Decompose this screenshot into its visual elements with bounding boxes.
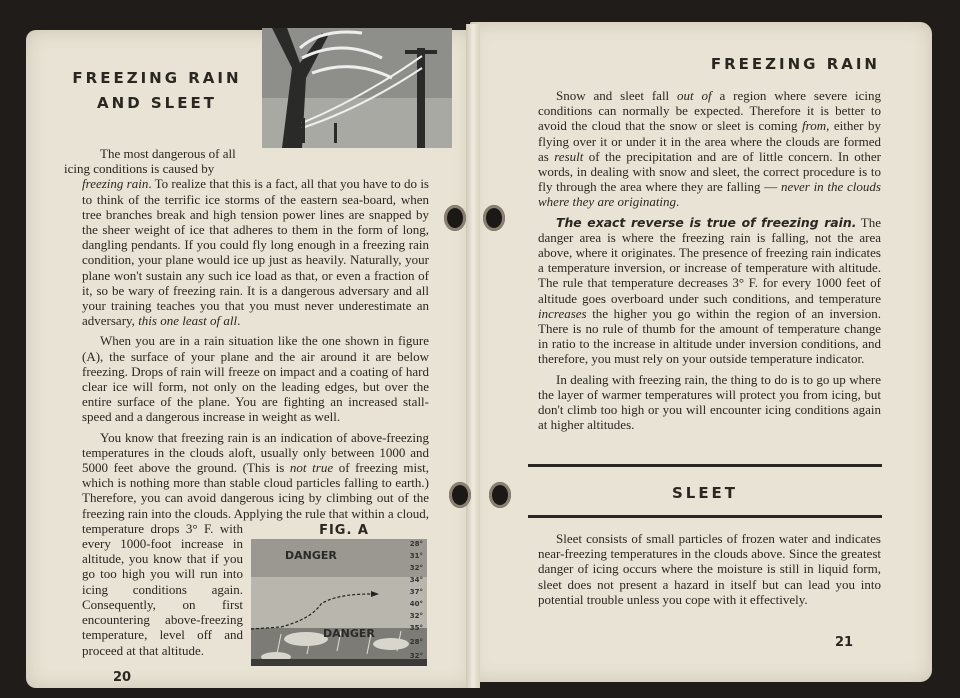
danger-label-top: DANGER [285,548,337,562]
r-p1-em1: out of [677,88,712,103]
temp-tick: 32° [409,651,423,660]
figure-a-block [251,522,429,666]
binder-hole [449,482,471,508]
r-p1-b: a region where severe icing conditions can normally be expected. Therefore it is better to avoid the cloud that the snow or sleet is coming [538,88,881,134]
flight-path [251,539,427,666]
section-rule-bottom [528,515,882,518]
r-p2-em: increases [538,305,587,321]
r-p2-a: The danger area is where the freezing rain is falling, not the area above, where it originates. The presence of freezing rain indicates a temperature inversion, or increase of temperature with altitude. The rule that temperature decreases 3° F. for every 1000 feet of altitude goes overboard under such conditions, and temperature [538,214,881,306]
r-p1-em2: from [802,118,827,134]
temp-tick: 40° [409,599,423,608]
page-number-left: 20 [113,669,132,685]
right-page-body [538,88,881,437]
r-p1-em3: result [554,148,584,164]
p1-em: freezing rain [82,176,149,192]
binder-hole [483,205,505,231]
title-line-1: FREEZING RAIN [72,69,242,87]
ice-storm-illustration [262,28,452,148]
p1-lead-1: The most dangerous of all [100,146,236,161]
left-page-body [64,146,429,685]
temp-tick: 34° [409,575,423,584]
p1-text: . To realize that this is a fact, all that you have to do is to think of the terrific ice storms of the eastern sea-board, when tree branches break and high tension power lines are snapped by the sheer weight of ice that adheres to them in the form of long, dangling pendants. If you could fly long enough in a freezing rain condition, your plane would ice up just as heavily. Naturally, your plane won't sustain any such ice load as that, or even a fraction of it, so be wary of freezing rain. It is a dangerous adversary and all your training teaches you that you must never underestimate an adversary, [82,176,429,329]
binder-hole [444,205,466,231]
temp-tick: 32° [409,563,423,572]
temp-tick: 28° [409,539,423,548]
running-header: FREEZING RAIN [710,55,880,73]
temp-tick: 35° [409,623,423,632]
section-title-sleet: SLEET [671,484,739,502]
temp-tick: 32° [409,611,423,620]
r-p2-lead: The exact reverse is true of freezing rain. [556,214,857,230]
r-p2-b: the higher you go within the region of an inversion. There is no rule of thumb for the amount of temperature change in ratio to the increase in altitude under inversion conditions, and therefore, you must rely on your outside temperature indicator. [538,305,881,367]
r-paragraph-4: Sleet consists of small particles of frozen water and indicates near-freezing temperatures in the clouds above. Since the greatest danger of icing occurs where the moisture is still in liquid form, sleet does not present a hazard in itself but can lead you into potential trouble unless you cope with it effectively. [538,531,881,607]
r-p1-c: , either by flying over it or under it in the area where the clouds are formed as [538,118,881,164]
danger-label-bottom: DANGER [323,626,375,640]
r-p1-d: of the precipitation and are of little concern. In other words, in dealing with snow and sleet, the correct procedure is to fly through the area where they are falling — [538,148,881,195]
figure-a-caption: FIG. A [319,522,369,538]
title-line-2: AND SLEET [97,94,217,112]
p1-end: . [237,313,241,329]
book-gutter [466,24,480,688]
section-rule-top [528,464,882,467]
p1-em2: this one least of all [138,313,238,329]
r-paragraph-3: In dealing with freezing rain, the thing to do is to go up where the layer of warmer temperatures will protect you from icing, but don't climb too high or you will encounter icing conditions again at higher altitudes. [538,371,881,433]
figure-a [251,539,427,666]
temp-tick: 31° [409,551,423,560]
temp-tick: 28° [409,637,423,646]
r-p1-e: . [676,194,680,210]
p3-text-b: of freezing mist, which is nothing more than stable cloud particles falling to earth.) Therefore, you can avoid dangerous icing by climbing out of the freezing rain into the clouds. Applying the rule that within a cloud, temperature drops 3° F. with every 1000-foot increase in altitude, you know that if you go too high you will run into icing conditions again. Consequently, on first encountering above-freezing temperature, level off and proceed at that altitude. [82,460,429,658]
sleet-body [538,531,881,612]
p3-em: not true [289,460,334,476]
temp-tick: 37° [409,587,423,596]
paragraph-2: When you are in a rain situation like the one shown in figure (A), the surface of your plane and the air around it are below freezing. Drops of rain will freeze on impact and a coating of hard clear ice will form, not only on the leading edges, but over the entire surface of the plane. You are fighting an increased stall-speed and a dangerous increase in weight as well. [82,333,429,425]
page-number-right: 21 [835,635,854,650]
p3-text-a: You know that freezing rain is an indication of above-freezing temperatures in the clouds aloft, usually only between 1000 and 5000 feet above the ground. (This is [82,429,429,476]
chapter-title [62,66,252,116]
p1-lead-2: icing conditions is caused by [64,161,215,177]
r-p1-a: Snow and sleet fall [556,88,678,103]
binder-hole [489,482,511,508]
r-p1-em4: never in the clouds where they are originating [538,179,881,210]
